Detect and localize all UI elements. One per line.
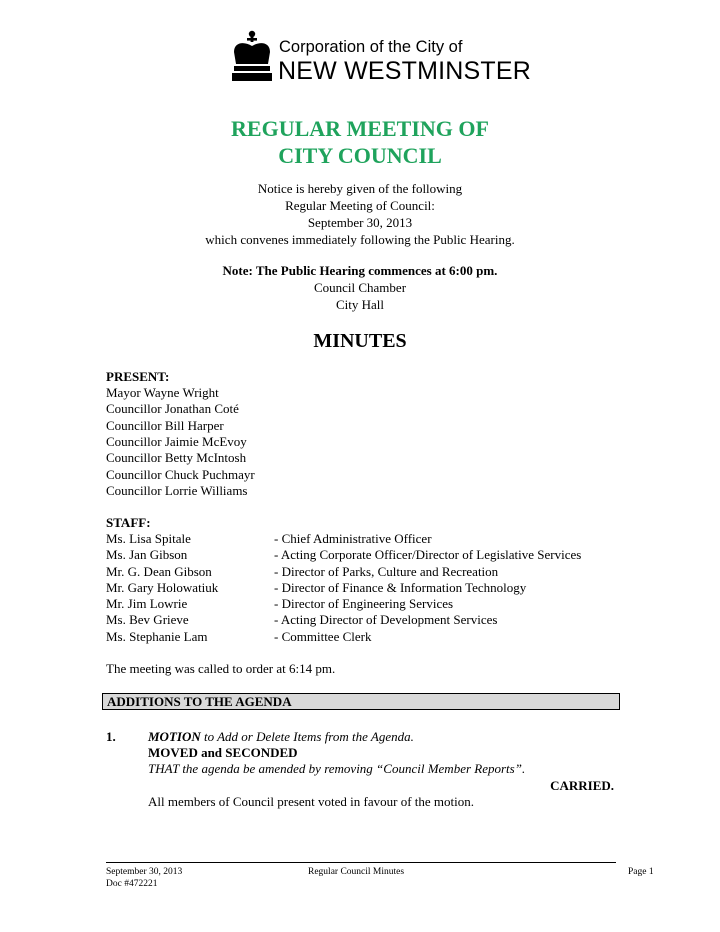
present-name: Councillor Jaimie McEvoy bbox=[106, 434, 247, 449]
crown-icon bbox=[228, 30, 276, 84]
notice-line-4: which convenes immediately following the Public Hearing. bbox=[205, 232, 515, 247]
present-heading: PRESENT: bbox=[106, 369, 170, 384]
present-name: Mayor Wayne Wright bbox=[106, 385, 219, 400]
staff-name: Ms. Stephanie Lam bbox=[106, 629, 208, 644]
present-name: Councillor Betty McIntosh bbox=[106, 450, 247, 465]
footer-center: Regular Council Minutes bbox=[308, 867, 405, 877]
notice-line-3: September 30, 2013 bbox=[307, 215, 413, 230]
present-name: Councillor Lorrie Williams bbox=[106, 483, 248, 498]
staff-role: - Acting Director of Development Services bbox=[274, 612, 498, 627]
note-line-1: Council Chamber bbox=[313, 280, 407, 295]
footer-rule bbox=[106, 862, 616, 863]
staff-name: Mr. Jim Lowrie bbox=[106, 596, 188, 611]
staff-name: Mr. Gary Holowatiuk bbox=[106, 580, 219, 595]
called-to-order: The meeting was called to order at 6:14 pm. bbox=[106, 661, 336, 676]
section-title: ADDITIONS TO THE AGENDA bbox=[107, 694, 292, 709]
logo-line-1: Corporation of the City of bbox=[279, 38, 463, 56]
footer-date: September 30, 2013 bbox=[106, 867, 183, 877]
motion-label: MOTION bbox=[148, 729, 201, 744]
logo-line-2: NEW WESTMINSTER bbox=[278, 57, 531, 85]
staff-role: - Acting Corporate Officer/Director of Legislative Services bbox=[274, 547, 582, 562]
resolution-text: THAT the agenda be amended by removing “Council Member Reports”. bbox=[148, 761, 526, 776]
vote-text: All members of Council present voted in favour of the motion. bbox=[148, 794, 475, 809]
staff-name: Ms. Jan Gibson bbox=[106, 547, 188, 562]
footer-doc: Doc #472221 bbox=[106, 879, 158, 889]
footer-page: Page 1 bbox=[628, 867, 654, 877]
motion-text: to Add or Delete Items from the Agenda. bbox=[200, 729, 414, 744]
staff-name: Mr. G. Dean Gibson bbox=[106, 564, 212, 579]
present-name: Councillor Jonathan Coté bbox=[106, 401, 239, 416]
minutes-heading: MINUTES bbox=[313, 330, 407, 352]
note-bold: Note: The Public Hearing commences at 6:00 pm. bbox=[222, 263, 498, 278]
staff-heading: STAFF: bbox=[106, 515, 151, 530]
staff-role: - Director of Finance & Information Technology bbox=[274, 580, 527, 595]
motion-line bbox=[148, 729, 414, 745]
staff-name: Ms. Bev Grieve bbox=[106, 612, 189, 627]
notice-line-1: Notice is hereby given of the following bbox=[257, 181, 463, 196]
staff-role: - Committee Clerk bbox=[274, 629, 372, 644]
staff-role: - Chief Administrative Officer bbox=[274, 531, 432, 546]
note-line-2: City Hall bbox=[335, 297, 385, 312]
section-header-additions bbox=[102, 693, 620, 710]
staff-role: - Director of Engineering Services bbox=[274, 596, 454, 611]
item-number: 1. bbox=[106, 729, 116, 744]
title-line-2: CITY COUNCIL bbox=[278, 143, 442, 168]
present-name: Councillor Bill Harper bbox=[106, 418, 224, 433]
notice-line-2: Regular Meeting of Council: bbox=[285, 198, 435, 213]
city-logo bbox=[228, 30, 531, 85]
staff-name: Ms. Lisa Spitale bbox=[106, 531, 191, 546]
moved-seconded: MOVED and SECONDED bbox=[148, 745, 298, 760]
staff-role: - Director of Parks, Culture and Recreation bbox=[274, 564, 499, 579]
present-name: Councillor Chuck Puchmayr bbox=[106, 467, 255, 482]
title-line-1: REGULAR MEETING OF bbox=[231, 116, 489, 141]
carried-label: CARRIED. bbox=[550, 778, 614, 793]
